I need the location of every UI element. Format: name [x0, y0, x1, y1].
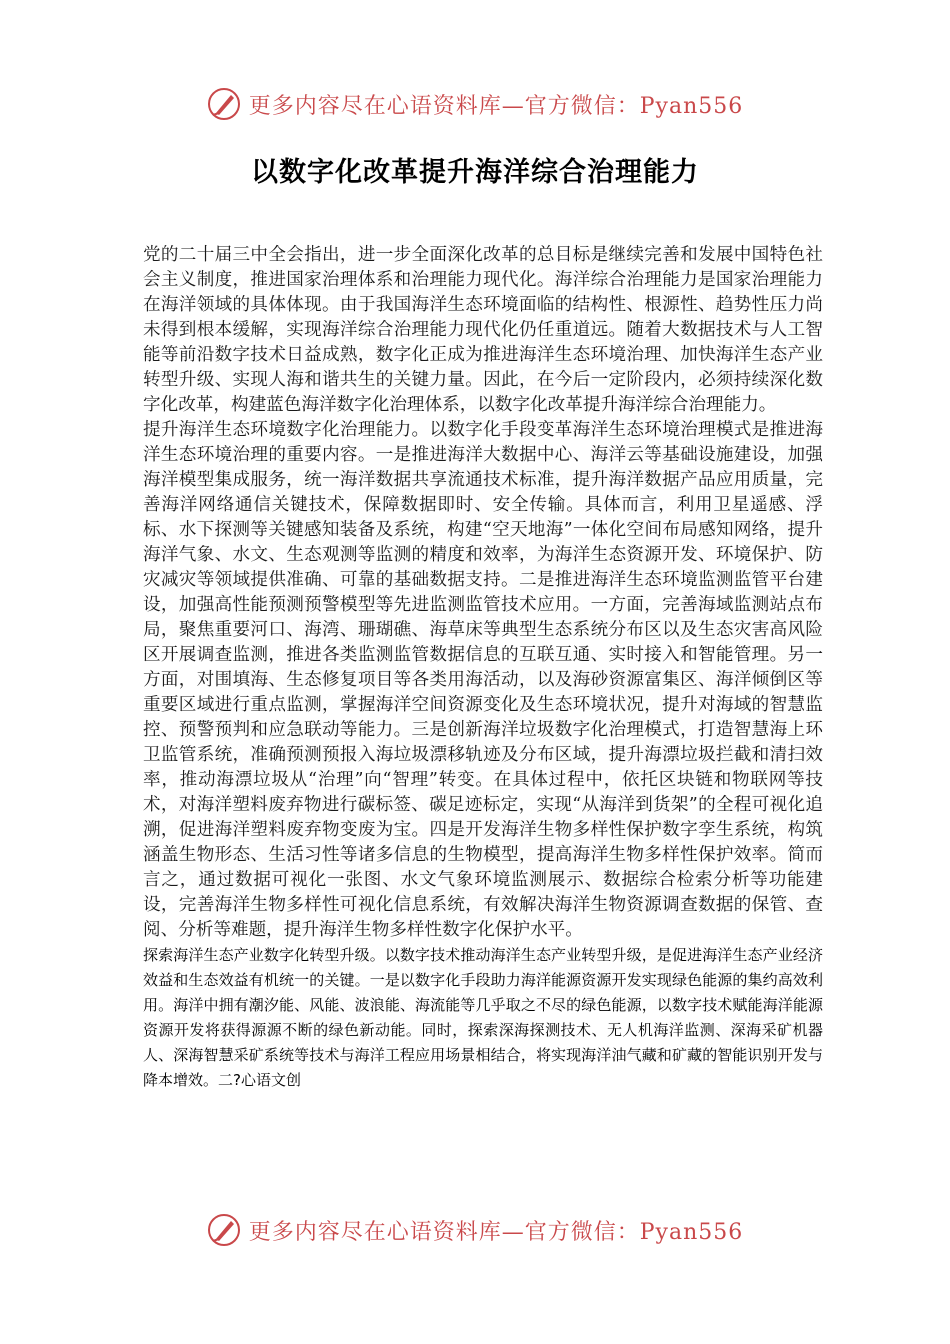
article-body — [143, 243, 823, 1093]
footer-banner — [0, 1210, 950, 1250]
quill-logo-icon — [207, 1213, 241, 1247]
header-banner — [0, 84, 950, 124]
header-banner-text: 更多内容尽在心语资料库—官方微信：Pyan556 — [248, 93, 744, 119]
quill-logo-icon — [207, 87, 241, 121]
paragraph: 提升海洋生态环境数字化治理能力。以数字化手段变革海洋生态环境治理模式是推进海洋生态环境治理的重要内容。一是推进海洋大数据中心、海洋云等基础设施建设，加强海洋模型集成服务，统一海洋数据共享流通技术标准，提升海洋数据产品应用质量，完善海洋网络通信关键技术，保障数据即时、安全传输。具体而言，利用卫星遥感、浮标、水下探测等关键感知装备及系统，构建“空天地海”一体化空间布局感知网络，提升海洋气象、水文、生态观测等监测的精度和效率，为海洋生态资源开发、环境保护、防灾减灾等领域提供准确、可靠的基础数据支持。二是推进海洋生态环境监测监管平台建设，加强高性能预测预警模型等先进监测监管技术应用。一方面，完善海域监测站点布局，聚焦重要河口、海湾、珊瑚礁、海草床等典型生态系统分布区以及生态灾害高风险区开展调查监测，推进各类监测监管数据信息的互联互通、实时接入和智能管理。另一方面，对围填海、生态修复项目等各类用海活动，以及海砂资源富集区、海洋倾倒区等重要区域进行重点监测，掌握海洋空间资源变化及生态环境状况，提升对海域的智慧监控、预警预判和应急联动等能力。三是创新海洋垃圾数字化治理模式，打造智慧海上环卫监管系统，准确预测预报入海垃圾漂移轨迹及分布区域，提升海漂垃圾拦截和清扫效率，推动海漂垃圾从“治理”向“智理”转变。在具体过程中，依托区块链和物联网等技术，对海洋塑料废弃物进行碳标签、碳足迹标定，实现“从海洋到货架”的全程可视化追溯，促进海洋塑料废弃物变废为宝。四是开发海洋生物多样性保护数字孪生系统，构筑涵盖生物形态、生活习性等诸多信息的生物模型，提高海洋生物多样性保护效率。简而言之，通过数据可视化一张图、水文气象环境监测展示、数据综合检索分析等功能建设，完善海洋生物多样性可视化信息系统，有效解决海洋生物资源调查数据的保管、查阅、分析等难题，提升海洋生物多样性数字化保护水平。 — [143, 420, 823, 940]
paragraph: 探索海洋生态产业数字化转型升级。以数字技术推动海洋生态产业转型升级，是促进海洋生态产业经济效益和生态效益有机统一的关键。一是以数字化手段助力海洋能源资源开发实现绿色能源的集约高效利用。海洋中拥有潮汐能、风能、波浪能、海流能等几乎取之不尽的绿色能源，以数字技术赋能海洋能源资源开发将获得源源不断的绿色新动能。同时，探索深海探测技术、无人机海洋监测、深海采矿机器人、深海智慧采矿系统等技术与海洋工程应用场景相结合，将实现海洋油气藏和矿藏的智能识别开发与降本增效。二?心语文创 — [143, 946, 823, 1089]
footer-banner-text: 更多内容尽在心语资料库—官方微信：Pyan556 — [248, 1219, 744, 1245]
paragraph: 党的二十届三中全会指出，进一步全面深化改革的总目标是继续完善和发展中国特色社会主义制度，推进国家治理体系和治理能力现代化。海洋综合治理能力是国家治理能力在海洋领域的具体体现。由于我国海洋生态环境面临的结构性、根源性、趋势性压力尚未得到根本缓解，实现海洋综合治理能力现代化仍任重道远。随着大数据技术与人工智能等前沿数字技术日益成熟，数字化正成为推进海洋生态环境治理、加快海洋生态产业转型升级、实现人海和谐共生的关键力量。因此，在今后一定阶段内，必须持续深化数字化改革，构建蓝色海洋数字化治理体系，以数字化改革提升海洋综合治理能力。 — [143, 245, 823, 415]
page-title: 以数字化改革提升海洋综合治理能力 — [251, 157, 699, 188]
